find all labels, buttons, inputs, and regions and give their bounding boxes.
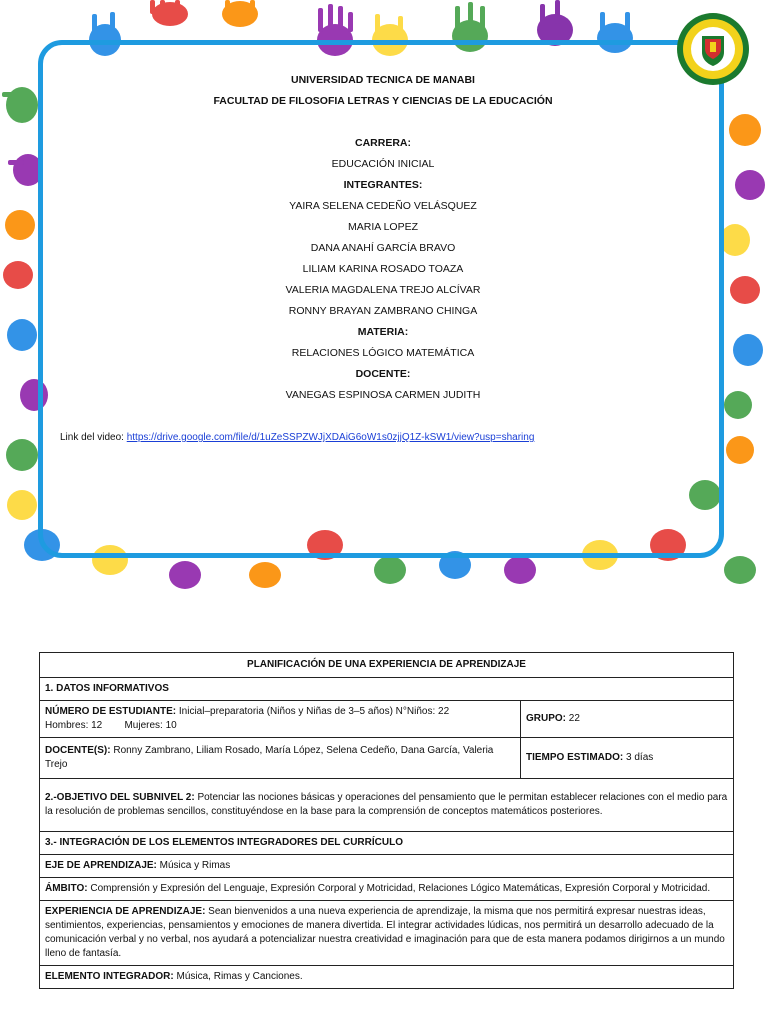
video-link-row — [60, 432, 534, 443]
grupo-cell — [521, 701, 734, 738]
table-row — [40, 855, 734, 878]
experiencia-cell — [40, 901, 734, 966]
integrante-name: VALERIA MAGDALENA TREJO ALCÍVAR — [285, 284, 481, 296]
materia-label: MATERIA: — [357, 326, 409, 338]
carrera-label: CARRERA: — [355, 137, 411, 149]
experiencia-label: EXPERIENCIA DE APRENDIZAJE: — [45, 906, 206, 917]
objetivo-cell — [40, 779, 734, 832]
grupo-value: 22 — [566, 713, 580, 724]
eje-text: Música y Rimas — [156, 860, 231, 871]
cover-text-block — [45, 70, 721, 406]
faculty-name: FACULTAD DE FILOSOFIA LETRAS Y CIENCIAS DE LA EDUCACIÓN — [213, 95, 553, 107]
table-row — [40, 779, 734, 832]
datos-heading: 1. DATOS INFORMATIVOS — [40, 678, 734, 701]
tiempo-value: 3 días — [623, 752, 654, 763]
docentes-text: Ronny Zambrano, Liliam Rosado, María López, Selena Cedeño, Dana García, Valeria Trejo — [45, 745, 494, 770]
objetivo-label: 2.-OBJETIVO DEL SUBNIVEL 2: — [45, 792, 195, 803]
numero-text2: Hombres: 12 Mujeres: 10 — [45, 720, 177, 731]
docente-value: VANEGAS ESPINOSA CARMEN JUDITH — [285, 389, 481, 401]
integrante-name: RONNY BRAYAN ZAMBRANO CHINGA — [288, 305, 478, 317]
video-link[interactable]: https://drive.google.com/file/d/1uZeSSPZWJjXDAiG6oW1s0zjjQ1Z-kSW1/view?usp=sharing — [126, 432, 535, 443]
table-row — [40, 966, 734, 989]
docentes-cell — [40, 738, 521, 779]
table-row — [40, 901, 734, 966]
table-row — [40, 653, 734, 678]
grupo-label: GRUPO: — [526, 713, 566, 724]
tiempo-label: TIEMPO ESTIMADO: — [526, 752, 624, 763]
integrante-name: MARIA LOPEZ — [347, 221, 419, 233]
materia-value: RELACIONES LÓGICO MATEMÁTICA — [291, 347, 475, 359]
numero-text: Inicial–preparatoria (Niños y Niñas de 3–5 años) N°Niños: 22 — [176, 706, 450, 717]
elemento-cell — [40, 966, 734, 989]
docentes-label: DOCENTE(S): — [45, 745, 111, 756]
table-row — [40, 832, 734, 855]
university-name: UNIVERSIDAD TECNICA DE MANABI — [291, 74, 475, 86]
ambito-cell — [40, 878, 734, 901]
table-row — [40, 738, 734, 779]
planning-table — [39, 652, 734, 989]
integracion-heading: 3.- INTEGRACIÓN DE LOS ELEMENTOS INTEGRADORES DEL CURRÍCULO — [40, 832, 734, 855]
integrante-name: LILIAM KARINA ROSADO TOAZA — [302, 263, 464, 275]
table-row — [40, 678, 734, 701]
tiempo-cell — [521, 738, 734, 779]
experiencia-text: Sean bienvenidos a una nueva experiencia de aprendizaje, la misma que nos permitirá expresar nuestras ideas, sentimientos, experiencias, pensamientos y emociones de manera divertida. El integrar actividades lúdicas, nos permitirá un desarrollo adecuado de la comunicación verbal y no verbal, nos ayudará a potencializar nuestra creatividad e imaginación para que de esta manera podamos dirigirnos a un mundo lleno de fantasía. — [45, 906, 725, 959]
video-link-label: Link del video: — [60, 432, 127, 443]
integrante-name: DANA ANAHÍ GARCÍA BRAVO — [310, 242, 456, 254]
table-row — [40, 701, 734, 738]
ambito-text: Comprensión y Expresión del Lenguaje, Expresión Corporal y Motricidad, Relaciones Lógico Matemáticas, Expresión Corporal y Motricidad. — [87, 883, 711, 894]
eje-label: EJE DE APRENDIZAJE: — [45, 860, 157, 871]
spacer — [45, 112, 721, 133]
integrante-name: YAIRA SELENA CEDEÑO VELÁSQUEZ — [289, 200, 477, 212]
docente-label: DOCENTE: — [355, 368, 411, 380]
numero-cell — [40, 701, 521, 738]
elemento-text: Música, Rimas y Canciones. — [173, 971, 303, 982]
eje-cell — [40, 855, 734, 878]
plan-title: PLANIFICACIÓN DE UNA EXPERIENCIA DE APRENDIZAJE — [40, 653, 734, 678]
elemento-label: ELEMENTO INTEGRADOR: — [45, 971, 174, 982]
numero-label: NÚMERO DE ESTUDIANTE: — [45, 706, 177, 717]
carrera-value: EDUCACIÓN INICIAL — [331, 158, 435, 170]
table-row — [40, 878, 734, 901]
integrantes-label: INTEGRANTES: — [343, 179, 423, 191]
ambito-label: ÁMBITO: — [45, 883, 88, 894]
objetivo-text: Potenciar las nociones básicas y operaciones del pensamiento que le permitan establecer relaciones con el medio para la resolución de problemas sencillos, constituyéndose en la base para la comprensión de conceptos matemáticos posteriores. — [45, 792, 728, 817]
